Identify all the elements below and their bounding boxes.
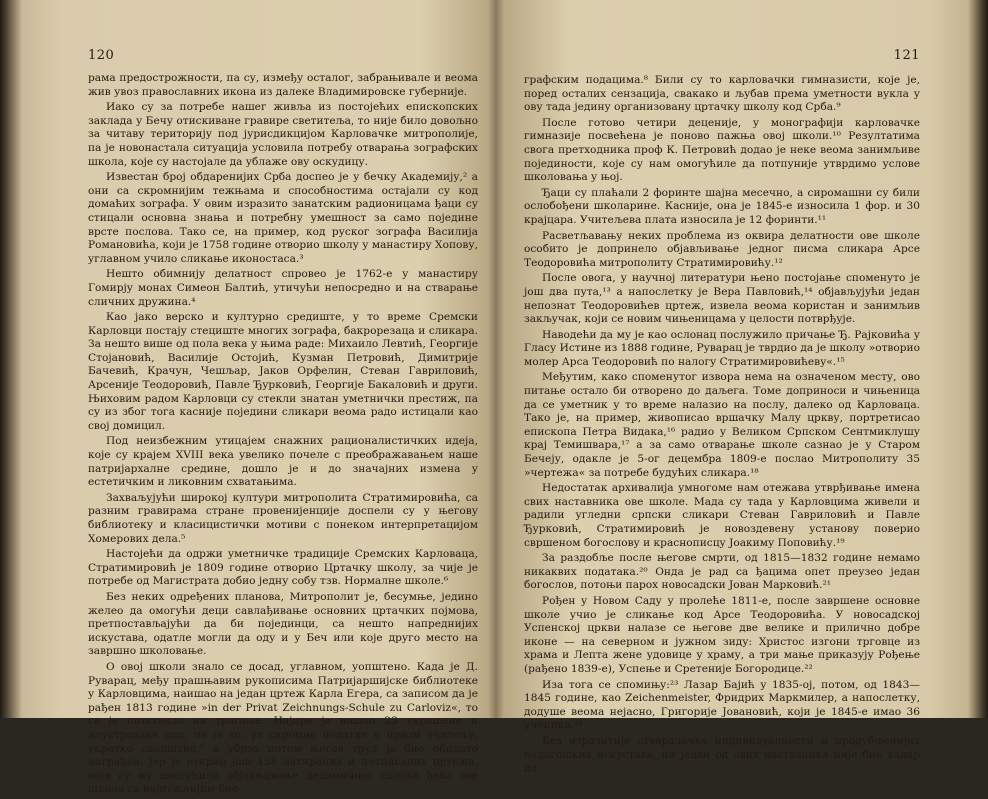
paragraph: рама предострожности, па су, између осталог, забрањивале и веома жив увоз православних икона из далеке Владимировске губерније. [88, 72, 478, 98]
paragraph: графским подацима.⁸ Били су то карловачки гимназисти, које је, поред осталих сензација, свакако и љубав према уметности вукла у ову тада једину организовану цртачку школу код Срба.⁹ [524, 74, 920, 114]
paragraph: Иза тога се спомињу:²³ Лазар Бајић у 1835-ој, потом, од 1843—1845 године, као Zeichenmeister, Фридрих Маркмилер, а напослетку, додуше веома нејасно, Григорије Јовановић, који је 1845-е имао 36 ученика.²⁴ [524, 678, 920, 732]
paragraph: Међутим, како споменутог извора нема на означеном месту, ово питање остало би отворено до даљега. Томе доприноси и чињеница да се уметник у то време налазио на послу, далеко од Карловаца. Тако је, на пример, живописао вршачку Малу цркву, портретисао епископа Петра Видака,¹⁶ радио у Великом Српском Сентмиклушу крај Темишвара,¹⁷ а за само отварање школе сазнао је у Старом Бечеју, одакле је 5-ог децембра 1809-е послао Митрополиту 35 »чертежа« за потребе будућих сликара.¹⁸ [524, 371, 920, 479]
paragraph: Као јако верско и културно средиште, у то време Сремски Карловци постају стециште многих зографа, бакрорезаца и сликара. За нешто више од пола века у њима раде: Михаило Левтић, Георгије Стојановић, Василије Остојић, Кузман Петровић, Димитрије Бачевић, Крачун, Чешљар, Јаков Орфелин, Стеван Гавриловић, Арсеније Теодоровић, Павле Ђурковић, Георгије Бакаловић и други. Њиховим радом Карловци су стекли знатан уметнички престиж, па су из због тога касније поједини сликари веома радо истицали кao свој домицил. [88, 311, 478, 432]
paragraph: Расветљавању неких проблема из оквира делатности ове школе особито је допринело објављивање једног писма сликара Арсе Теодоровића митрополиту Стратимировићу.¹² [524, 229, 920, 269]
paragraph: Нешто обимнију делатност спровео је 1762-е у манастиру Гомирју монах Симеон Балтић, утичући непосредно и на стварање сличних дружина.⁴ [88, 268, 478, 308]
paragraph: Наводећи да му је као ослонац послужило причање Ђ. Рајковића у Гласу Истине из 1888 године, Руварац је тврдио да је школу »отворио молер Арса Теодоровић по налогу Стратимировићеву«.¹⁵ [524, 328, 920, 368]
right-page [524, 0, 920, 775]
paragraph: Без изразитије стваралачке индивидуалности и продубљенијих педагошких искустава, ни један од ових наставника није био кадар да [524, 734, 920, 775]
paragraph: Настојећи да одржи уметничке традиције Сремских Карловаца, Стратимировић је 1809 године отворио Цртачку школу, за чије је потребе од Магистрата добио једну собу тзв. Нормалне школе.⁶ [88, 548, 478, 588]
paragraph: Иако су за потребе нашег живља из постојећих епископских заклада у Бечу отискиване гравире светитеља, то није било довољно за читаву територију под јурисдикцијом Карловачке митрополије, па је новонастала ситуација условила потребу отварања зографских школа, које су настојале да ублаже ову оскудицу. [88, 101, 478, 168]
paragraph: О овој школи знало се досад, углавном, уопштено. Када је Д. Руварац, међу прашњавим рукописима Патријаршијске библиотеке у Карловцима, наишао на један цртеж Карла Егера, са записом да је рађен 1813 године »in der Privat Zeichnungs-Schule zu Carloviz«, то га је потстакло на трагање. Најпре је нашао 23 украшене и илустроване оде, па је то, уз скромне податке о првом учитељу, укратко саопштио,⁷ а убрзо потом његов труд је био обилато награђен, јер је открио још 158 датираних и потписаних цртежа, који су му омогућили објављивање делимичног списка ђака ове школе са најнужнијим био- [88, 660, 478, 796]
paragraph: За раздобље после његове смрти, од 1815—1832 године немамо никаквих података.²⁰ Онда је рад са ђацима опет преузео један богослов, потоњи парох новосадски Јован Марковић.²¹ [524, 552, 920, 592]
page-number: 120 [88, 48, 115, 63]
paragraph: Недостатак архивалија умногоме нам отежава утврђивање имена свих наставника ове школе. Мада су тада у Карловцима живели и радили угледни српски сликари Стеван Гавриловић и Павле Ђурковић, Стратимировић је новоздевену установу поверио свршеном богослову и краснописцу Јоакиму Поповићу.¹⁹ [524, 482, 920, 549]
page-body [524, 74, 920, 778]
paragraph: Под неизбежним утицајем снажних рационалистичких идеја, које су крајем XVIII века увелико почеле с преображавањем наше патријархалне средине, дошло је и до значајних измена у естетичким и ликовним схватањима. [88, 435, 478, 489]
paragraph: После овога, у научној литератури њено постојање споменуто је још два пута,¹³ а напослетку је Вера Павловић,¹⁴ објављујући један непознат Теодоровићев цртеж, извела веома користан и занимљив закључак, који се новим чињеницама у целости потврђује. [524, 272, 920, 326]
paragraph: Захваљујући широкој култури митрополита Стратимировића, са разним гравирама стране провенијенције доспели су у његову библиотеку и класицистички мотиви с понеком интерпретацијом Хомерових дела.⁵ [88, 491, 478, 545]
paragraph: Ђаци су плаћали 2 форинте шајна месечно, а сиромашни су били ослобођени школарине. Касније, она је 1845-е износила 1 фор. и 30 крајцара. Учитељева плата износила је 12 форинти.¹¹ [524, 186, 920, 226]
paragraph: Без неких одређених планова, Митрополит је, бесумње, једино желео да омогући деци савлађивање основних цртачких појмова, претпостављајући да би појединци, са нешто напреднијих искустава, одатле могли да оду и у Беч или које друго место на завршно школовање. [88, 590, 478, 658]
left-page [70, 0, 478, 796]
paragraph: Рођен у Новом Саду у пролеће 1811-е, после завршене основне школе учио је сликање код Арсе Теодоровића. У новосадској Успенској цркви налазе се његове две велике и прилично добре иконе — на северном и јужном зиду: Христос изгони трговце из храма и Лепта жене удовице у храму, а три мање приказују Рођење (рађено 1839-е), Успење и Сретеније Богородице.²² [524, 594, 920, 675]
paragraph: Известан број обдаренијих Срба доспео је у бечку Академију,² а они са скромнијим тежњама и способностима остајали су код домаћих зографа. У овим изразито занатским радионицама ђаци су стицали основна знања и потребну умешност за само поједине врсте послова. Тако се, на пример, код руског зографа Василија Романовића, који је 1758 године отворио школу у манастиру Хопову, углавном учило сликање иконостаса.³ [88, 171, 478, 265]
page-body [88, 72, 478, 799]
page-number: 121 [893, 48, 920, 63]
paragraph: После готово четири деценије, у монографији карловачке гимназије посвећена је поново пажња овој школи.¹⁰ Резултатима свога претходника проф К. Петровић додао је неке веома занимљиве појединости, које су нам омогућиле да потпуније утврдимо услове школовања у њој. [524, 116, 920, 184]
